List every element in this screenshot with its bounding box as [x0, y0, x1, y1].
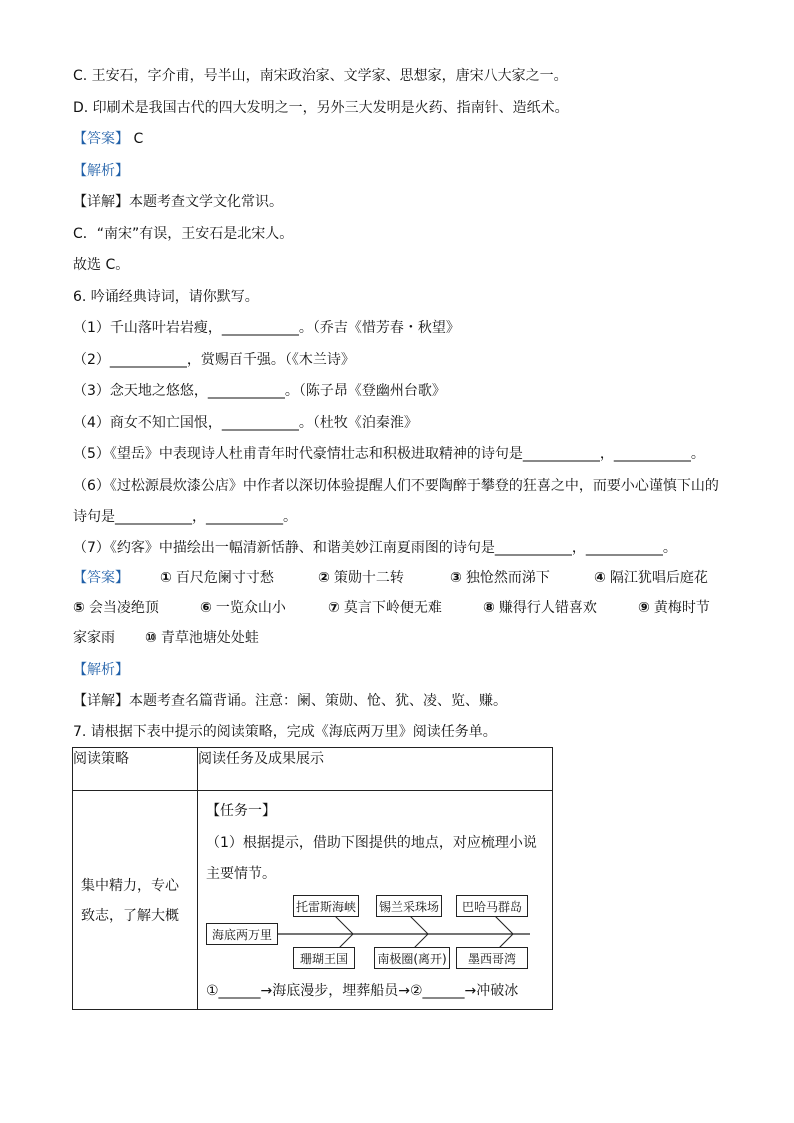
conclusion-5: 故选 C。	[73, 257, 130, 273]
answer-text: 莫言下岭便无难	[343, 600, 442, 616]
answer-text: 独怆然而涕下	[465, 570, 550, 586]
answer-item	[160, 568, 274, 588]
answer-item	[73, 598, 159, 618]
answer-text: 百尺危阑寸寸愁	[175, 570, 274, 586]
task-instruction: （1）根据提示，借助下图提供的地点，对应梳理小说	[206, 835, 537, 851]
answer-text: 隔江犹唱后庭花	[609, 570, 708, 586]
answer-item	[318, 568, 404, 588]
location-box: 南极圈(离开)	[374, 947, 450, 969]
answer-5	[73, 129, 143, 149]
answer-item	[638, 598, 710, 618]
answer-item	[200, 598, 286, 618]
location-box: 巴哈马群岛	[456, 895, 528, 917]
answer-item	[594, 568, 708, 588]
answer-number: ⑦	[328, 600, 340, 616]
spine-label: 海底两万里	[206, 923, 278, 945]
task-cell	[198, 791, 553, 1010]
answer-text: 家家雨	[73, 630, 115, 646]
answer-number: ①	[160, 570, 172, 586]
answer-text: 赚得行人错喜欢	[498, 600, 597, 616]
answer-text: 青草池塘处处蛙	[160, 630, 259, 646]
answer-label: 【答案】	[73, 131, 129, 147]
question-7-title: 7. 请根据下表中提示的阅读策略，完成《海底两万里》阅读任务单。	[73, 724, 497, 740]
location-box: 托雷斯海峡	[293, 895, 359, 917]
answer-item	[145, 628, 259, 648]
question-6-2: （2）___________，赏赐百千强。（《木兰诗》	[73, 352, 355, 368]
strategy-cell	[73, 791, 198, 1010]
answer-text: 一览众山小	[215, 600, 286, 616]
analysis-label: 【解析】	[73, 163, 129, 179]
answer-item	[450, 568, 550, 588]
detail-6: 【详解】本题考查名篇背诵。注意：阑、策勋、怆、犹、凌、览、赚。	[73, 693, 507, 709]
question-6-7: （7）《约客》中描绘出一幅清新恬静、和谐美妙江南夏雨图的诗句是___________，___________。	[73, 540, 677, 556]
question-6-6-cont: 诗句是___________，___________。	[73, 509, 297, 525]
question-6-6: （6）《过松源晨炊漆公店》中作者以深切体验提醒人们不要陶醉于攀登的狂喜之中，而要小心谨慎下山的	[73, 478, 719, 494]
detail-5: 【详解】本题考查文学文化常识。	[73, 194, 283, 210]
answer-item	[73, 628, 115, 648]
question-6-1: （1）千山落叶岩岩瘦，___________。（乔吉《惜芳春・秋望》	[73, 320, 460, 336]
answer-value: C	[133, 131, 144, 147]
location-box: 墨西哥湾	[456, 947, 528, 969]
answer-item	[328, 598, 442, 618]
answer-number: ⑨	[638, 600, 650, 616]
answer-number: ②	[318, 570, 330, 586]
plot-fill-line: ①______→海底漫步，埋葬船员→②______→冲破冰	[206, 983, 519, 999]
table-header-cell: 阅读任务及成果展示	[198, 748, 553, 791]
reading-task-table	[72, 747, 553, 1010]
option-d: D. 印刷术是我国古代的四大发明之一，另外三大发明是火药、指南针、造纸术。	[73, 100, 569, 116]
answer-number: ③	[450, 570, 462, 586]
analysis-6-label: 【解析】	[73, 662, 129, 678]
option-c: C. 王安石，字介甫，号半山，南宋政治家、文学家、思想家，唐宋八大家之一。	[73, 68, 568, 84]
answer-number: ⑩	[145, 630, 157, 646]
answer-text: 黄梅时节	[653, 600, 710, 616]
answer-6-label: 【答案】	[73, 570, 129, 586]
strategy-text: 致志，了解大概	[81, 908, 179, 924]
answer-item	[483, 598, 597, 618]
task-instruction: 主要情节。	[206, 866, 276, 882]
location-box: 珊瑚王国	[293, 947, 355, 969]
strategy-text: 集中精力，专心	[81, 878, 179, 894]
table-header-cell: 阅读策略	[73, 748, 198, 791]
table-row	[73, 791, 553, 1010]
answer-number: ⑧	[483, 600, 495, 616]
answer-number: ⑤	[73, 600, 85, 616]
answer-number: ④	[594, 570, 606, 586]
question-6-3: （3）念天地之悠悠，___________。（陈子昂《登幽州台歌》	[73, 383, 446, 399]
question-6-4: （4）商女不知亡国恨，___________。（杜牧《泊秦淮》	[73, 415, 418, 431]
answer-text: 策勋十二转	[333, 570, 404, 586]
detail-5-c: C．“南宋”有误，王安石是北宋人。	[73, 226, 294, 242]
answer-text: 会当凌绝顶	[88, 600, 159, 616]
location-box: 锡兰采珠场	[376, 895, 442, 917]
table-header-row	[73, 748, 553, 791]
question-6-5: （5）《望岳》中表现诗人杜甫青年时代豪情壮志和积极进取精神的诗句是___________，___________。	[73, 446, 705, 462]
question-6-title: 6. 吟诵经典诗词，请你默写。	[73, 289, 259, 305]
answer-number: ⑥	[200, 600, 212, 616]
task-title: 【任务一】	[206, 803, 276, 819]
